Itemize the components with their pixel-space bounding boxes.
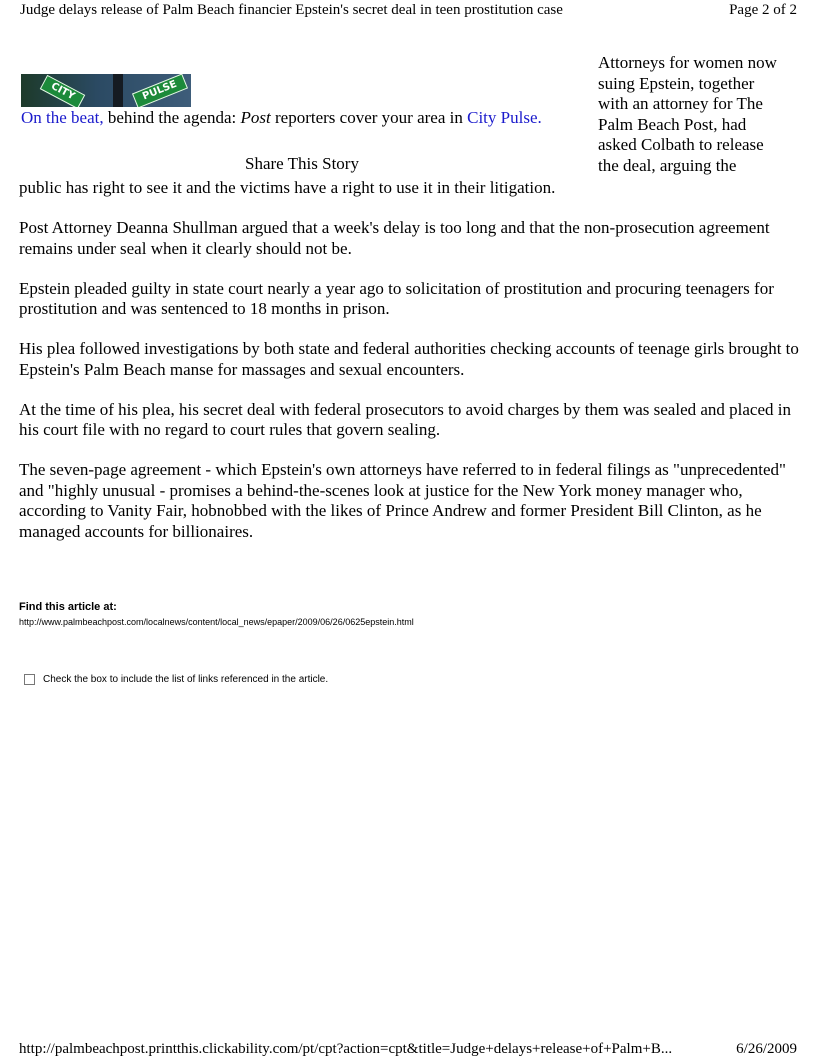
find-article-label: Find this article at: <box>19 601 117 613</box>
article-paragraph: The seven-page agreement - which Epstein's own attorneys have referred to in federal filings as "unprecedented" and "highly unusual - promises a behind-the-scenes look at justice for the New York money manager who, according to Vanity Fair, hobnobbed with the likes of Prince Andrew and former President Bill Clinton, as he managed accounts for billionaires. <box>19 460 786 541</box>
side-column-line: Attorneys for women now <box>598 53 777 72</box>
include-links-label: Check the box to include the list of links referenced in the article. <box>43 674 329 685</box>
city-pulse-link[interactable]: City Pulse. <box>467 108 542 127</box>
pulse-street-sign: PULSE <box>132 74 188 107</box>
promo-text-1: behind the agenda: <box>103 108 241 127</box>
article-body <box>19 218 801 562</box>
promo-text-2: reporters cover your area in <box>270 108 468 127</box>
side-column-line: the deal, arguing the <box>598 155 737 175</box>
footer-url: http://palmbeachpost.printthis.clickability.com/pt/cpt?action=cpt&title=Judge+delays+release+of+Palm+B... <box>19 1041 673 1057</box>
city-pulse-banner[interactable] <box>21 74 191 107</box>
promo-line <box>21 108 542 128</box>
include-links-checkbox[interactable] <box>24 674 35 685</box>
side-column-line: suing Epstein, together <box>598 73 755 93</box>
article-side-column <box>598 53 803 176</box>
city-street-sign: CITY <box>40 75 86 107</box>
page-number: Page 2 of 2 <box>729 2 797 18</box>
article-continuation: public has right to see it and the victims have a right to use it in their litigation. <box>19 178 556 197</box>
article-url[interactable]: http://www.palmbeachpost.com/localnews/content/local_news/epaper/2009/06/26/0625epstein.html <box>19 617 414 627</box>
article-paragraph: His plea followed investigations by both state and federal authorities checking accounts of teenage girls brought to Epstein's Palm Beach manse for massages and sexual encounters. <box>19 339 799 379</box>
side-column-line: asked Colbath to release <box>598 135 764 154</box>
include-links-row <box>24 674 328 685</box>
footer-date: 6/26/2009 <box>736 1041 797 1057</box>
share-this-story[interactable]: Share This Story <box>245 154 359 173</box>
side-column-line: with an attorney for The <box>598 94 763 113</box>
article-paragraph: At the time of his plea, his secret deal with federal prosecutors to avoid charges by them was sealed and placed in his court file with no regard to court rules that govern sealing. <box>19 399 791 439</box>
article-paragraph: Post Attorney Deanna Shullman argued that a week's delay is too long and that the non-prosecution agreement remains under seal when it clearly should not be. <box>19 218 770 258</box>
page-header-title: Judge delays release of Palm Beach financier Epstein's secret deal in teen prostitution case <box>20 2 563 18</box>
on-the-beat-link[interactable]: On the beat, <box>21 108 104 127</box>
side-column-line: Palm Beach Post, had <box>598 114 747 134</box>
article-paragraph: Epstein pleaded guilty in state court nearly a year ago to solicitation of prostitution and procuring teenagers for prostitution and was sentenced to 18 months in prison. <box>19 278 774 318</box>
street-sign-pole <box>113 74 123 107</box>
promo-italic-post: Post <box>240 108 271 127</box>
